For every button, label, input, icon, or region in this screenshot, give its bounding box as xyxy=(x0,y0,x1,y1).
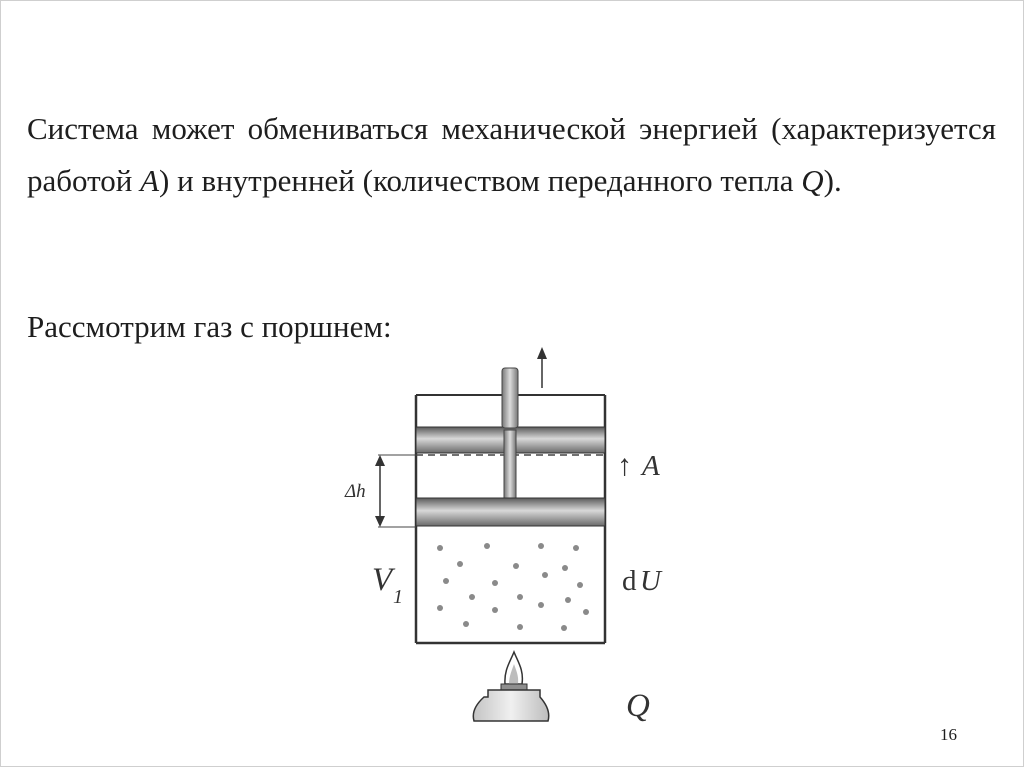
label-dU-prefix: d xyxy=(622,565,637,597)
label-volume-subscript: 1 xyxy=(393,586,403,608)
paragraph-gas-piston: Рассмотрим газ с поршнем: xyxy=(27,309,392,344)
label-work-A: A xyxy=(642,450,660,482)
paragraph1-text3: ). xyxy=(823,163,842,198)
heat-symbol-Q: Q xyxy=(801,163,824,198)
label-delta-h: Δh xyxy=(345,481,366,502)
label-work-arrow: ↑ xyxy=(617,449,632,482)
piston-rod-upper xyxy=(502,368,518,428)
paragraph1-text1: Система может обмениваться механической энергией (характеризуется работой xyxy=(27,111,996,198)
burner-base xyxy=(473,690,548,721)
burner-nozzle xyxy=(501,684,527,690)
piston-rod-lower xyxy=(504,430,516,498)
label-heat-Q: Q xyxy=(626,688,650,724)
page-number: 16 xyxy=(940,725,957,744)
dh-arrow-top xyxy=(375,455,385,466)
label-dU-var: U xyxy=(640,565,661,597)
paragraph1-text2: ) и внутренней (количеством переданного тепла xyxy=(159,163,802,198)
dh-arrow-bottom xyxy=(375,516,385,527)
label-volume-V: V xyxy=(372,562,393,598)
piston-initial-position xyxy=(416,498,605,526)
rod-motion-arrow-head xyxy=(537,347,547,359)
work-symbol-A: A xyxy=(140,163,160,198)
gas-particles xyxy=(437,543,589,631)
